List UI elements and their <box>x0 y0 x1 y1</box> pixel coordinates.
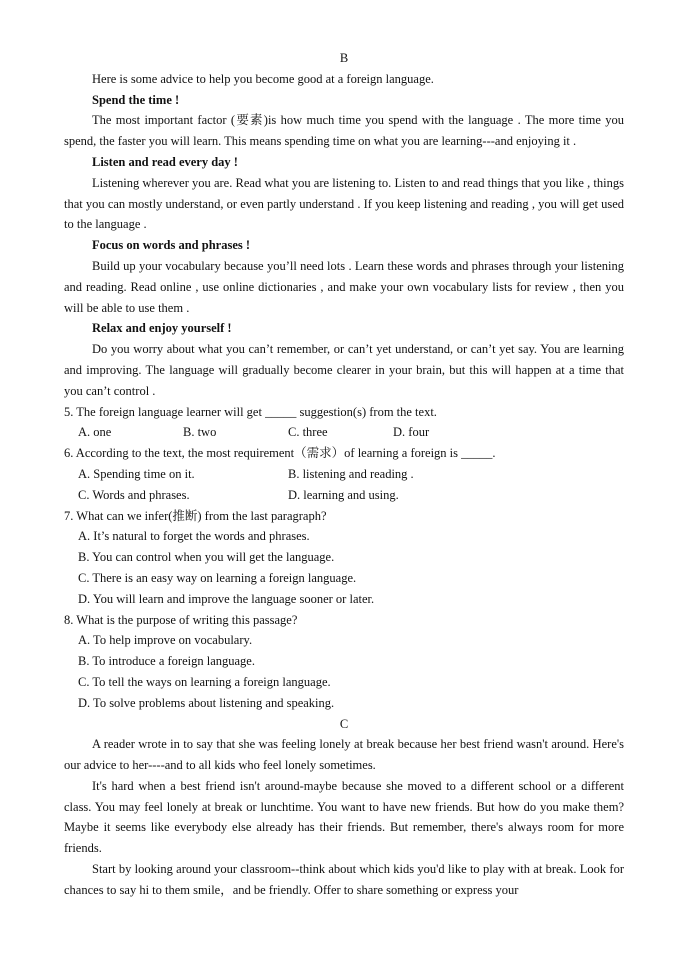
document-page <box>64 48 624 901</box>
section-c-paragraph-3: Start by looking around your classroom--think about which kids you'd like to play with at break. Look for chances to say hi to them smile，and be friendly. Offer to share something or express your <box>64 862 624 897</box>
tip-title-2: Listen and read every day ! <box>92 154 238 169</box>
section-c-heading: C <box>339 716 349 731</box>
tip-title-4: Relax and enjoy yourself ! <box>92 321 232 336</box>
question-5-option-b: B. two <box>183 425 217 440</box>
question-5-stem: 5. The foreign language learner will get _____ suggestion(s) from the text. <box>64 404 437 419</box>
tip-body-1: The most important factor (要素)is how much time you spend with the language . The more time you spend, the faster you will learn. This means spending time on what you are learning---and enjoying it . <box>64 113 624 149</box>
question-7-option-b: B. You can control when you will get the language. <box>78 550 335 565</box>
question-6-options-row-2 <box>64 485 624 506</box>
question-6-option-a: A. Spending time on it. <box>78 466 195 481</box>
question-7-option-a: A. It’s natural to forget the words and phrases. <box>78 529 310 544</box>
tip-body-3: Build up your vocabulary because you’ll need lots . Learn these words and phrases through your listening and reading. Read online , use online dictionaries , and make your own vocabulary lists for review , then you will be able to use them . <box>64 258 624 315</box>
question-7-option-c: C. There is an easy way on learning a foreign language. <box>78 570 357 585</box>
tip-body-2: Listening wherever you are. Read what you are listening to. Listen to and read things that you like , things that you can mostly understand, or even partly understand . If you keep listening and reading , you will get used to the language . <box>64 175 624 232</box>
question-6-option-d: D. learning and using. <box>288 487 399 502</box>
section-c-paragraph-1: A reader wrote in to say that she was feeling lonely at break because her best friend wasn't around. Here's our advice to her----and to all kids who feel lonely sometimes. <box>64 737 624 773</box>
question-8-option-b: B. To introduce a foreign language. <box>78 654 255 669</box>
question-6-stem: 6. According to the text, the most requirement（需求）of learning a foreign is _____. <box>64 446 496 461</box>
question-6-option-c: C. Words and phrases. <box>78 487 190 502</box>
question-8-option-d: D. To solve problems about listening and speaking. <box>78 695 335 710</box>
tip-title-1: Spend the time ! <box>92 92 180 107</box>
question-6-option-b: B. listening and reading . <box>288 466 414 481</box>
question-8-option-c: C. To tell the ways on learning a foreign language. <box>78 674 331 689</box>
question-8-stem: 8. What is the purpose of writing this passage? <box>64 612 298 627</box>
tip-body-4: Do you worry about what you can’t remember, or can’t yet understand, or can’t yet say. You are learning and improving. The language will gradually become clearer in your brain, but this will happen at a time that you can’t control . <box>64 342 624 398</box>
question-8-option-a: A. To help improve on vocabulary. <box>78 633 253 648</box>
question-5-option-a: A. one <box>78 425 112 440</box>
question-5-options <box>64 422 624 443</box>
question-7-option-d: D. You will learn and improve the language sooner or later. <box>78 591 375 606</box>
question-5-option-d: D. four <box>393 425 430 440</box>
question-6-options-row-1 <box>64 464 624 485</box>
tip-title-3: Focus on words and phrases ! <box>92 238 251 253</box>
question-5-option-c: C. three <box>288 425 328 440</box>
section-b-intro: Here is some advice to help you become good at a foreign language. <box>92 71 434 86</box>
question-7-stem: 7. What can we infer(推断) from the last paragraph? <box>64 508 327 523</box>
section-c-paragraph-2: It's hard when a best friend isn't around-maybe because she moved to a different school or a different class. You may feel lonely at break or lunchtime. You want to have new friends. But how do you make them? Maybe it seems like everybody else already has their friends. But remember, there's always room for more friends. <box>64 778 624 856</box>
section-b-heading: B <box>339 51 349 65</box>
